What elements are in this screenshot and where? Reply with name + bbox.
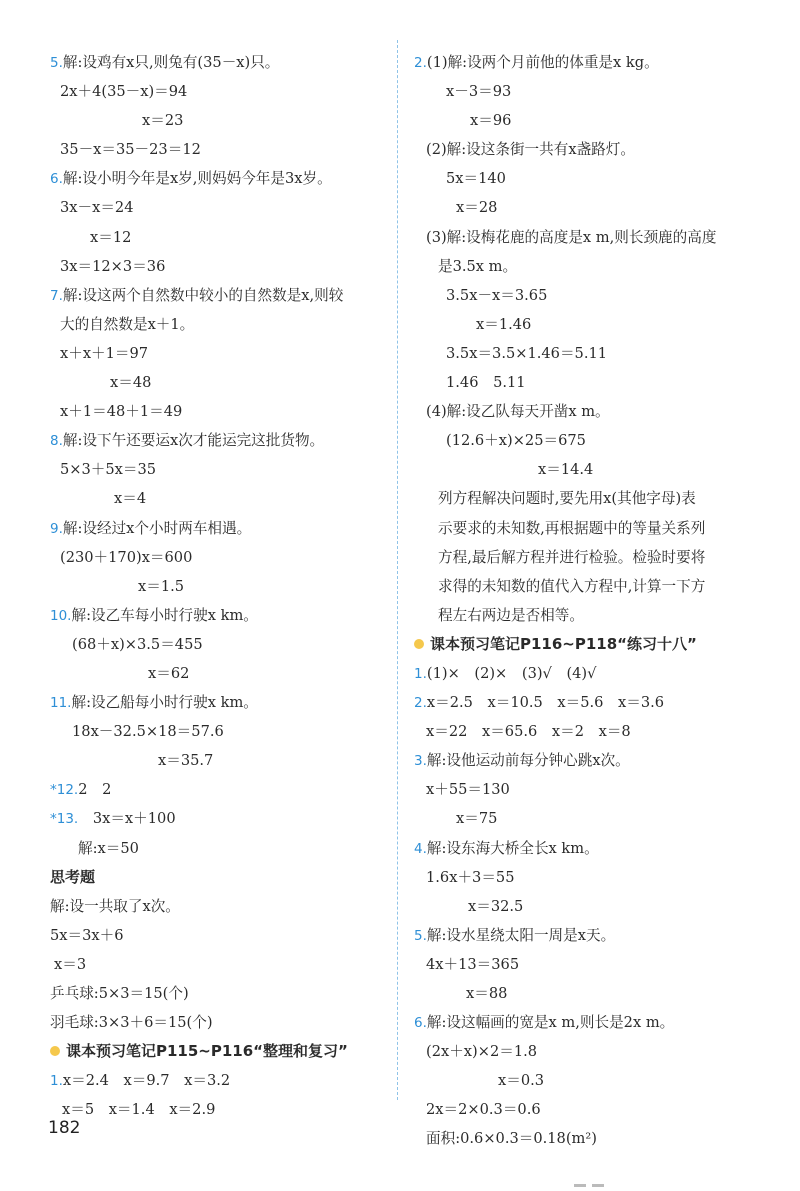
bullet-dot-icon [50,1046,60,1056]
question-number: 5. [414,927,427,944]
column-divider [397,40,398,1100]
answer-line [414,310,764,339]
line-text: x＝1.46 [476,315,532,333]
line-text: x＝5 x＝1.4 x＝2.9 [62,1101,216,1119]
answer-line [50,979,390,1008]
line-text: x＝3 [54,955,87,973]
answer-line [50,1008,390,1037]
answer-line [50,572,390,601]
question-number: 9. [50,520,63,537]
answer-line [50,804,390,833]
question-number: 1. [50,1073,63,1090]
answer-line [414,717,764,746]
line-text: 解:设乙车每小时行驶x km。 [71,606,258,624]
section-heading [50,863,390,892]
answer-line [50,717,390,746]
answer-line [50,834,390,863]
answer-line [414,863,764,892]
line-text: x＝23 [142,112,184,130]
question-number: 4. [414,840,427,857]
line-text: (230＋170)x＝600 [60,548,193,566]
line-text: 3x－x＝24 [60,199,134,217]
page-number: 182 [48,1118,81,1138]
answer-line [414,892,764,921]
question-number: 8. [50,433,63,450]
line-text: x＝14.4 [538,461,594,479]
line-text: 解:设下午还要运x次才能运完这批货物。 [62,432,325,450]
answer-line [50,310,390,339]
answer-line [414,106,764,135]
line-text: x＋1＝48＋1＝49 [60,403,183,421]
line-text: x＋x＋1＝97 [60,344,149,362]
line-text: x＝2.5 x＝10.5 x＝5.6 x＝3.6 [426,694,665,712]
line-text: x＋55＝130 [426,781,510,799]
answer-line [414,659,764,688]
answer-line [414,1008,764,1037]
answer-line [414,1066,764,1095]
answer-line [50,484,390,513]
line-text: 4x＋13＝365 [426,955,520,973]
answer-line [50,746,390,775]
line-text: (12.6＋x)×25＝675 [446,432,586,450]
answer-line [50,193,390,222]
answer-line [414,426,764,455]
line-text: 35－x＝35－23＝12 [60,141,201,159]
line-text: 5x＝140 [446,170,506,188]
answer-line [414,804,764,833]
line-text: x＝1.5 [138,577,185,595]
line-text: 3.5x＝3.5×1.46＝5.11 [446,344,608,362]
footer-mark [574,1172,610,1176]
line-text: x＝28 [456,199,498,217]
line-text: 1.46 5.11 [446,374,526,392]
line-text: 程左右两边是否相等。 [438,606,584,624]
answer-line [50,339,390,368]
line-text: x＝12 [90,228,132,246]
line-text: 5x＝3x＋6 [50,926,124,944]
answer-line [414,135,764,164]
line-text: 解:设乙船每小时行驶x km。 [71,694,258,712]
question-number: 2. [414,55,427,71]
line-text: 解:设水星绕太阳一周是x天。 [426,926,616,944]
line-text: 3x＝12×3＝36 [60,257,166,275]
line-text: (4)解:设乙队每天开凿x m。 [426,403,610,421]
line-text: x＝75 [456,810,498,828]
answer-line [414,834,764,863]
line-text: x＝88 [466,985,508,1002]
line-text: 18x－32.5×18＝57.6 [72,723,224,741]
answer-line [50,281,390,310]
line-text: x＝4 [114,490,147,508]
answer-line [50,892,390,921]
line-text: x＝0.3 [498,1072,545,1090]
line-text: 大的自然数是x＋1。 [60,315,195,333]
answer-line [50,48,390,77]
answer-line [414,572,764,601]
question-number: 5. [50,55,63,71]
answer-line [50,601,390,630]
line-text: 解:设小明今年是x岁,则妈妈今年是3x岁。 [62,170,332,188]
question-number: 3. [414,753,427,770]
section-heading [414,630,764,659]
line-text: 列方程解决问题时,要先用x(其他字母)表 [438,490,696,508]
question-number: 7. [50,287,63,304]
answer-line [50,1066,390,1095]
answer-line [50,514,390,543]
answer-line [414,397,764,426]
line-text: 解:设一共取了x次。 [50,897,180,915]
question-number: 1. [414,665,427,682]
line-text: 1.6x＋3＝55 [426,868,515,886]
answer-line [414,1124,764,1153]
line-text: x＝22 x＝65.6 x＝2 x＝8 [426,723,631,741]
answer-line [50,397,390,426]
line-text: x＝96 [470,112,512,130]
question-number: 6. [50,171,63,188]
answer-line [414,77,764,106]
answer-line [414,543,764,572]
line-text: 解:x＝50 [78,839,139,857]
answer-line [414,193,764,222]
line-text: 2x＝2×0.3＝0.6 [426,1101,541,1119]
answer-line [414,1037,764,1066]
question-number: *12. [50,782,79,799]
line-text: (1)解:设两个月前他的体重是x kg。 [426,54,659,71]
line-text: 5×3＋5x＝35 [60,461,157,479]
answer-line [414,514,764,543]
line-text: 是3.5x m。 [438,257,518,275]
line-text: x＝2.4 x＝9.7 x＝3.2 [62,1072,231,1090]
question-number: 10. [50,607,72,624]
answer-line [414,921,764,950]
answer-line [414,775,764,804]
answer-line [50,164,390,193]
answer-line [414,455,764,484]
line-text: 3x＝x＋100 [78,810,176,828]
line-text: x＝48 [110,374,152,392]
answer-line [414,48,764,77]
answer-line [50,252,390,281]
line-text: 示要求的未知数,再根据题中的等量关系列 [438,519,706,537]
line-text: (1)× (2)× (3)√ (4)√ [426,664,597,682]
answer-line [50,921,390,950]
answer-line [414,1095,764,1124]
line-text: 3.5x－x＝3.65 [446,286,548,304]
line-text: 乒乓球:5×3＝15(个) [50,985,189,1002]
answer-line [50,543,390,572]
line-text: 解:设东海大桥全长x km。 [426,839,599,857]
answer-line [414,164,764,193]
line-text: 解:设鸡有x只,则兔有(35－x)只。 [62,54,280,71]
answer-line [414,688,764,717]
heading-text: 思考题 [50,867,96,886]
line-text: x＝62 [148,664,190,682]
answer-line [50,368,390,397]
line-text: 解:设这幅画的宽是x m,则长是2x m。 [426,1014,675,1032]
section-heading [50,1037,390,1066]
line-text: x＝35.7 [158,752,214,770]
answer-line [50,426,390,455]
line-text: x＝32.5 [468,897,524,915]
line-text: 羽毛球:3×3＋6＝15(个) [50,1014,213,1032]
line-text: (3)解:设梅花鹿的高度是x m,则长颈鹿的高度 [426,228,717,246]
answer-line [50,223,390,252]
answer-line [50,106,390,135]
answer-line [50,630,390,659]
answer-line [414,746,764,775]
question-number: 11. [50,695,72,712]
heading-text: 课本预习笔记P116~P118“练习十八” [430,634,697,653]
line-text: 2x＋4(35－x)＝94 [60,83,188,101]
line-text: 方程,最后解方程并进行检验。检验时要将 [438,548,706,566]
answer-line [414,601,764,630]
answer-line [50,688,390,717]
answer-line [50,950,390,979]
answer-line [414,979,764,1008]
answer-line [414,950,764,979]
heading-text: 课本预习笔记P115~P116“整理和复习” [66,1042,348,1061]
line-text: (68＋x)×3.5＝455 [72,635,203,653]
left-column [50,48,390,1124]
right-column [414,48,764,1154]
line-text: 解:设经过x个小时两车相遇。 [62,519,252,537]
answer-line [50,659,390,688]
answer-line [414,484,764,513]
answer-line [414,368,764,397]
line-text: (2x＋x)×2＝1.8 [426,1043,538,1061]
line-text: 2 2 [78,781,112,799]
line-text: 解:设这两个自然数中较小的自然数是x,则较 [62,286,344,304]
question-number: *13. [50,811,79,828]
line-text: 面积:0.6×0.3＝0.18(m²) [426,1130,597,1148]
answer-line [50,77,390,106]
line-text: 求得的未知数的值代入方程中,计算一下方 [438,577,706,595]
answer-line [50,135,390,164]
answer-line [50,775,390,804]
answer-line [414,252,764,281]
line-text: 解:设他运动前每分钟心跳x次。 [426,752,630,770]
question-number: 2. [414,695,427,712]
answer-line [50,1095,390,1124]
answer-line [414,223,764,252]
question-number: 6. [414,1015,427,1032]
answer-line [50,455,390,484]
answer-line [414,281,764,310]
line-text: x－3＝93 [446,83,512,101]
answer-line [414,339,764,368]
bullet-dot-icon [414,639,424,649]
line-text: (2)解:设这条街一共有x盏路灯。 [426,141,635,159]
